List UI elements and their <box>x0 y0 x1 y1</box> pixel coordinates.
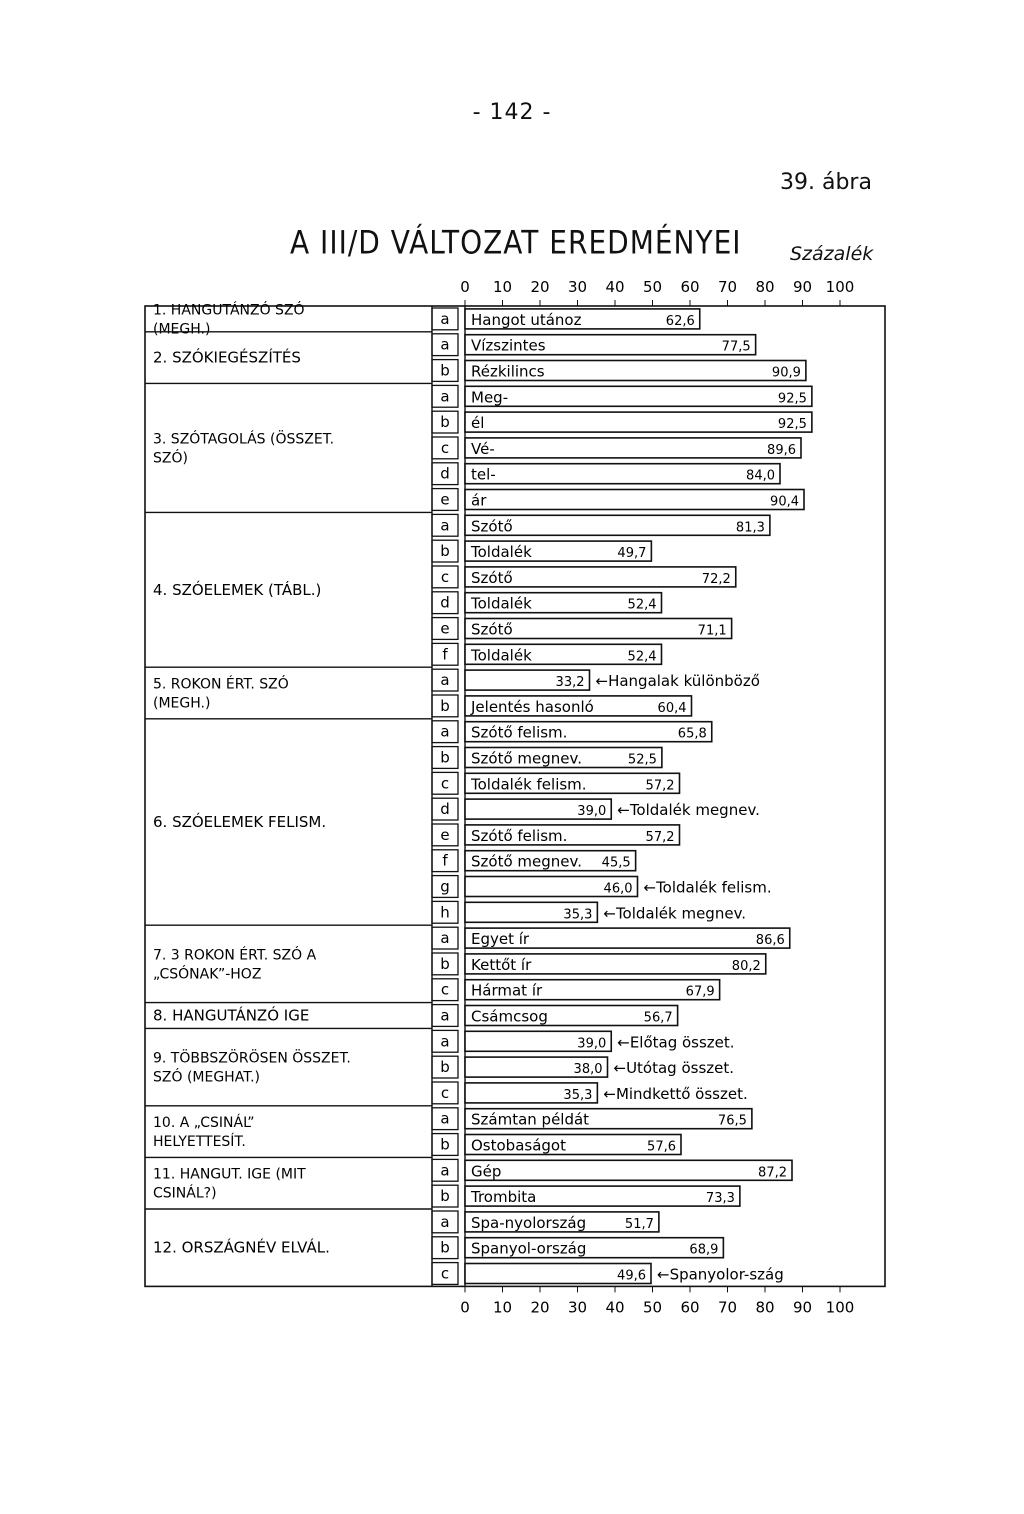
x-tick-label-top: 10 <box>492 278 513 296</box>
group-label: 1. HANGUTÁNZÓ SZÓ <box>153 302 305 319</box>
bar-text: Meg- <box>471 388 509 407</box>
bar-letter: b <box>440 1238 450 1257</box>
group-label: 6. SZÓELEMEK FELISM. <box>153 813 327 831</box>
data-label: 39,0 <box>577 1036 607 1052</box>
bar-text: tel- <box>471 465 496 484</box>
data-label: 38,0 <box>573 1062 603 1078</box>
x-tick-label-bottom: 30 <box>567 1298 588 1317</box>
data-label: 71,1 <box>697 623 727 639</box>
data-label: 39,0 <box>577 804 607 820</box>
x-tick-label-bottom: 20 <box>530 1298 550 1317</box>
bar-note: ←Hangalak különböző <box>595 672 760 691</box>
bar <box>465 438 801 458</box>
data-label: 81,3 <box>735 520 765 536</box>
bar-letter: a <box>440 1212 450 1231</box>
bar <box>465 490 804 510</box>
data-label: 76,5 <box>717 1113 747 1129</box>
bar-letter: g <box>440 877 450 896</box>
bar-text: Szótő <box>471 517 513 536</box>
data-label: 72,2 <box>701 571 731 587</box>
bar-text: ár <box>471 491 487 510</box>
bar-letter: b <box>440 413 450 432</box>
bar-note: ←Toldalék megnev. <box>603 904 747 923</box>
x-tick-label-top: 0 <box>460 278 470 296</box>
data-label: 86,6 <box>755 933 785 949</box>
data-label: 57,6 <box>647 1139 676 1155</box>
bar-text: Egyet ír <box>471 930 530 949</box>
bar-text: Szótő megnev. <box>471 749 582 768</box>
group-label: CSINÁL?) <box>153 1185 217 1202</box>
bar <box>465 464 780 484</box>
bar-letter: f <box>442 645 448 664</box>
bar-letter: b <box>440 748 450 767</box>
data-label: 45,5 <box>601 855 631 871</box>
x-tick-label-bottom: 80 <box>755 1298 775 1317</box>
x-tick-label-top: 20 <box>530 278 550 296</box>
bar-text: Hármat ír <box>471 981 543 1000</box>
bar-text: Szótő felism. <box>471 723 568 742</box>
bar-text: Ostobaságot <box>471 1136 566 1155</box>
x-tick-label-top: 60 <box>680 278 700 296</box>
x-tick-label-bottom: 70 <box>717 1298 738 1317</box>
bar-letter: a <box>440 1032 450 1051</box>
bar-text: Szótő <box>471 568 513 587</box>
bar-text: Szótő felism. <box>471 826 568 845</box>
bar-letter: a <box>440 1109 450 1128</box>
data-label: 90,9 <box>771 365 801 381</box>
data-label: 62,6 <box>665 313 695 329</box>
bar-letter: h <box>440 903 450 922</box>
bar-letter: b <box>440 954 450 973</box>
x-tick-label-bottom: 40 <box>605 1298 625 1317</box>
bar-text: Gép <box>471 1162 502 1181</box>
group-label: SZÓ (MEGHAT.) <box>153 1069 261 1086</box>
bar-note: ←Előtag összet. <box>617 1033 735 1052</box>
bar-letter: e <box>440 490 450 509</box>
data-label: 68,9 <box>689 1242 719 1258</box>
data-label: 77,5 <box>721 339 751 355</box>
bar-letter: b <box>440 542 450 561</box>
bar-letter: d <box>440 800 450 819</box>
bar <box>465 1160 792 1180</box>
bar-text: Számtan példát <box>471 1110 590 1129</box>
page-number: - 142 - <box>472 100 552 125</box>
data-label: 60,4 <box>657 700 687 716</box>
bar-letter: c <box>440 1083 450 1102</box>
x-tick-label-top: 90 <box>792 278 813 296</box>
data-label: 89,6 <box>767 442 796 458</box>
x-tick-label-top: 40 <box>605 278 625 296</box>
bar-letter: b <box>440 1058 450 1077</box>
group-label: 2. SZÓKIEGÉSZÍTÉS <box>153 348 301 367</box>
group-label: 12. ORSZÁGNÉV ELVÁL. <box>153 1238 330 1257</box>
bar-note: ←Toldalék megnev. <box>617 801 760 820</box>
bar-letter: a <box>440 929 450 948</box>
bar-text: él <box>471 414 485 433</box>
data-label: 90,4 <box>770 494 799 510</box>
bar-text: Vé- <box>471 439 495 458</box>
data-label: 52,4 <box>627 597 657 613</box>
bar <box>465 412 812 432</box>
bar-letter: e <box>440 825 450 844</box>
bar-text: Toldalék felism. <box>471 775 587 794</box>
bar-letter: c <box>440 980 450 999</box>
bar-letter: a <box>440 309 450 328</box>
group-label: 9. TÖBBSZÖRÖSEN ÖSSZET. <box>153 1050 351 1067</box>
bar-text: Rézkilincs <box>471 362 545 381</box>
group-label: 11. HANGUT. IGE (MIT <box>153 1166 306 1183</box>
bar-text: Csámcsog <box>471 1007 548 1026</box>
bar-text: Szótő megnev. <box>471 852 582 871</box>
bar-letter: b <box>440 361 450 380</box>
unit-label: Százalék <box>790 243 874 265</box>
data-label: 84,0 <box>746 468 775 484</box>
bar-letter: a <box>440 335 450 354</box>
bar-letter: c <box>440 567 450 586</box>
bar-letter: c <box>440 774 450 793</box>
data-label: 57,2 <box>645 829 675 845</box>
bar-letter: b <box>440 1187 450 1206</box>
bar-letter: a <box>440 1006 450 1025</box>
x-tick-label-bottom: 50 <box>642 1298 663 1317</box>
x-tick-label-bottom: 100 <box>825 1298 855 1317</box>
group-label: (MEGH.) <box>153 695 211 712</box>
group-label: HELYETTESÍT. <box>153 1134 246 1151</box>
bar-letter: a <box>440 516 450 535</box>
x-tick-label-top: 80 <box>755 278 775 296</box>
x-tick-label-top: 30 <box>567 278 588 296</box>
group-label: 8. HANGUTÁNZÓ IGE <box>153 1006 310 1025</box>
x-tick-label-bottom: 10 <box>492 1298 513 1317</box>
group-label: 3. SZÓTAGOLÁS (ÖSSZET. <box>153 431 335 448</box>
bar-text: Spa-nyolország <box>471 1213 587 1232</box>
data-label: 67,9 <box>685 984 715 1000</box>
bar-letter: e <box>440 619 450 638</box>
bar <box>465 386 812 406</box>
bar-text: Toldalék <box>471 594 532 613</box>
bar-text: Toldalék <box>471 543 532 562</box>
data-label: 46,0 <box>603 881 633 897</box>
data-label: 49,6 <box>617 1268 646 1284</box>
group-label: 10. A „CSINÁL” <box>153 1115 255 1132</box>
x-tick-label-bottom: 0 <box>460 1298 470 1317</box>
x-tick-label-top: 70 <box>717 278 738 296</box>
data-label: 73,3 <box>705 1191 735 1207</box>
bar-letter: b <box>440 696 450 715</box>
bar-text: Toldalék <box>471 646 532 665</box>
bar-letter: d <box>440 593 450 612</box>
data-label: 87,2 <box>758 1165 787 1181</box>
x-tick-label-top: 50 <box>642 278 663 296</box>
bar-letter: c <box>440 1264 450 1283</box>
bar-letter: a <box>440 671 450 690</box>
group-label: SZÓ) <box>153 450 188 467</box>
bar-note: ←Utótag összet. <box>613 1059 735 1078</box>
data-label: 35,3 <box>563 1087 593 1103</box>
data-label: 57,2 <box>645 778 675 794</box>
bar-note: ←Spanyolor-szág <box>657 1265 784 1284</box>
bar-letter: c <box>440 438 450 457</box>
bar-note: ←Toldalék felism. <box>643 878 772 897</box>
bar-text: Szótő <box>471 620 513 639</box>
bar-note: ←Mindkettő összet. <box>603 1084 748 1103</box>
bar-letter: a <box>440 1161 450 1180</box>
bar-letter: a <box>440 722 450 741</box>
chart-title: A III/D VÁLTOZAT EREDMÉNYEI <box>290 223 742 262</box>
data-label: 65,8 <box>677 726 707 742</box>
data-label: 92,5 <box>777 417 807 433</box>
data-label: 92,5 <box>777 391 807 407</box>
data-label: 49,7 <box>617 546 647 562</box>
bar-text: Jelentés hasonló <box>471 697 594 716</box>
x-tick-label-bottom: 60 <box>680 1298 700 1317</box>
group-label: (MEGH.) <box>153 321 211 338</box>
bar-text: Hangot utánoz <box>471 310 582 329</box>
figure-label: 39. ábra <box>780 170 872 195</box>
data-label: 51,7 <box>624 1216 654 1232</box>
group-label: „CSÓNAK”-HOZ <box>153 966 262 983</box>
data-label: 80,2 <box>731 958 761 974</box>
data-label: 35,3 <box>563 907 593 923</box>
x-tick-label-top: 100 <box>825 278 855 296</box>
bar-letter: d <box>440 464 450 483</box>
data-label: 52,4 <box>627 649 657 665</box>
bar-letter: b <box>440 1135 450 1154</box>
bar-text: Trombita <box>471 1188 537 1207</box>
data-label: 52,5 <box>627 752 657 768</box>
x-tick-label-bottom: 90 <box>792 1298 813 1317</box>
bar-letter: f <box>442 851 448 870</box>
group-label: 5. ROKON ÉRT. SZÓ <box>153 676 289 693</box>
group-label: 4. SZÓELEMEK (TÁBL.) <box>153 580 322 599</box>
bar-letter: a <box>440 387 450 406</box>
bar-text: Kettőt ír <box>471 955 532 974</box>
bar-text: Spanyol-ország <box>471 1239 587 1258</box>
data-label: 56,7 <box>643 1010 673 1026</box>
group-label: 7. 3 ROKON ÉRT. SZÓ A <box>153 947 317 964</box>
bar-text: Vízszintes <box>471 336 546 355</box>
data-label: 33,2 <box>555 675 585 691</box>
